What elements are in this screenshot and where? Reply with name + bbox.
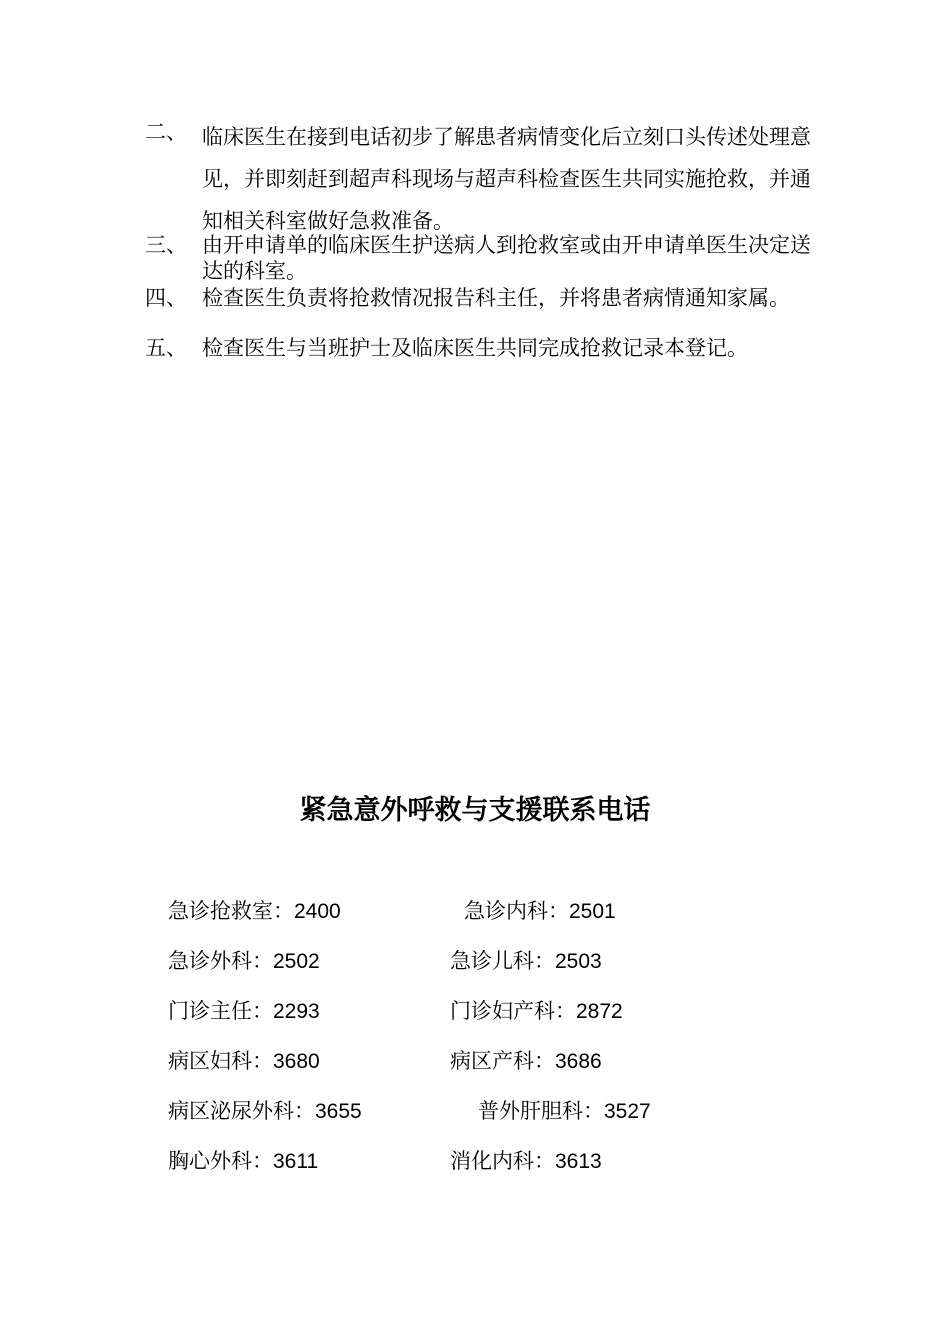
contact-label: 急诊内科：	[464, 899, 569, 923]
contact-entry	[168, 1145, 318, 1175]
contact-number: 2501	[569, 900, 616, 923]
contact-entry	[168, 1095, 362, 1125]
contact-entry	[450, 1045, 602, 1075]
contact-number: 3611	[273, 1150, 319, 1173]
contact-label: 门诊主任：	[168, 999, 273, 1023]
procedure-text: 临床医生在接到电话初步了解患者病情变化后立刻口头传述处理意见，并即刻赶到超声科现场与超声科检查医生共同实施抢救，并通知相关科室做好急救准备。	[202, 125, 811, 233]
contact-label: 病区泌尿外科：	[168, 1099, 315, 1123]
contact-number: 3527	[604, 1100, 651, 1123]
contact-number: 2293	[273, 1000, 320, 1023]
procedure-item-3	[145, 232, 825, 284]
procedure-number: 二、	[145, 120, 187, 144]
procedure-number: 五、	[145, 336, 187, 360]
procedure-item-4	[145, 285, 825, 311]
contact-label: 门诊妇产科：	[450, 999, 576, 1023]
contact-label: 消化内科：	[450, 1149, 555, 1173]
procedure-number: 三、	[145, 233, 187, 257]
contact-entry	[168, 995, 320, 1025]
contact-number: 2502	[273, 950, 320, 973]
contact-entry	[450, 995, 623, 1025]
contact-label: 胸心外科：	[168, 1149, 273, 1173]
procedure-text: 检查医生负责将抢救情况报告科主任，并将患者病情通知家属。	[202, 286, 790, 310]
contact-number: 2400	[294, 900, 341, 923]
contact-number: 3655	[315, 1100, 362, 1123]
contact-label: 病区妇科：	[168, 1049, 273, 1073]
contact-number: 3680	[273, 1050, 320, 1073]
contact-label: 急诊儿科：	[450, 949, 555, 973]
contact-entry	[168, 1045, 320, 1075]
contact-number: 2872	[576, 1000, 623, 1023]
contact-entry	[450, 945, 602, 975]
contact-entry	[168, 945, 320, 975]
contact-label: 急诊抢救室：	[168, 899, 294, 923]
contact-label: 普外肝胆科：	[478, 1099, 604, 1123]
contact-number: 3613	[555, 1150, 602, 1173]
contact-label: 急诊外科：	[168, 949, 273, 973]
contact-label: 病区产科：	[450, 1049, 555, 1073]
contact-entry	[464, 895, 616, 925]
procedure-item-5	[145, 334, 825, 362]
contact-entry	[450, 1145, 602, 1175]
procedure-text: 由开申请单的临床医生护送病人到抢救室或由开申请单医生决定送达的科室。	[202, 233, 811, 283]
contact-entry	[478, 1095, 651, 1125]
contacts-title: 紧急意外呼救与支援联系电话	[299, 795, 651, 826]
contact-number: 2503	[555, 950, 602, 973]
contact-number: 3686	[555, 1050, 602, 1073]
procedure-item-2	[145, 116, 825, 242]
contact-entry	[168, 895, 341, 925]
procedure-number: 四、	[145, 286, 187, 310]
procedure-text: 检查医生与当班护士及临床医生共同完成抢救记录本登记。	[202, 336, 748, 360]
